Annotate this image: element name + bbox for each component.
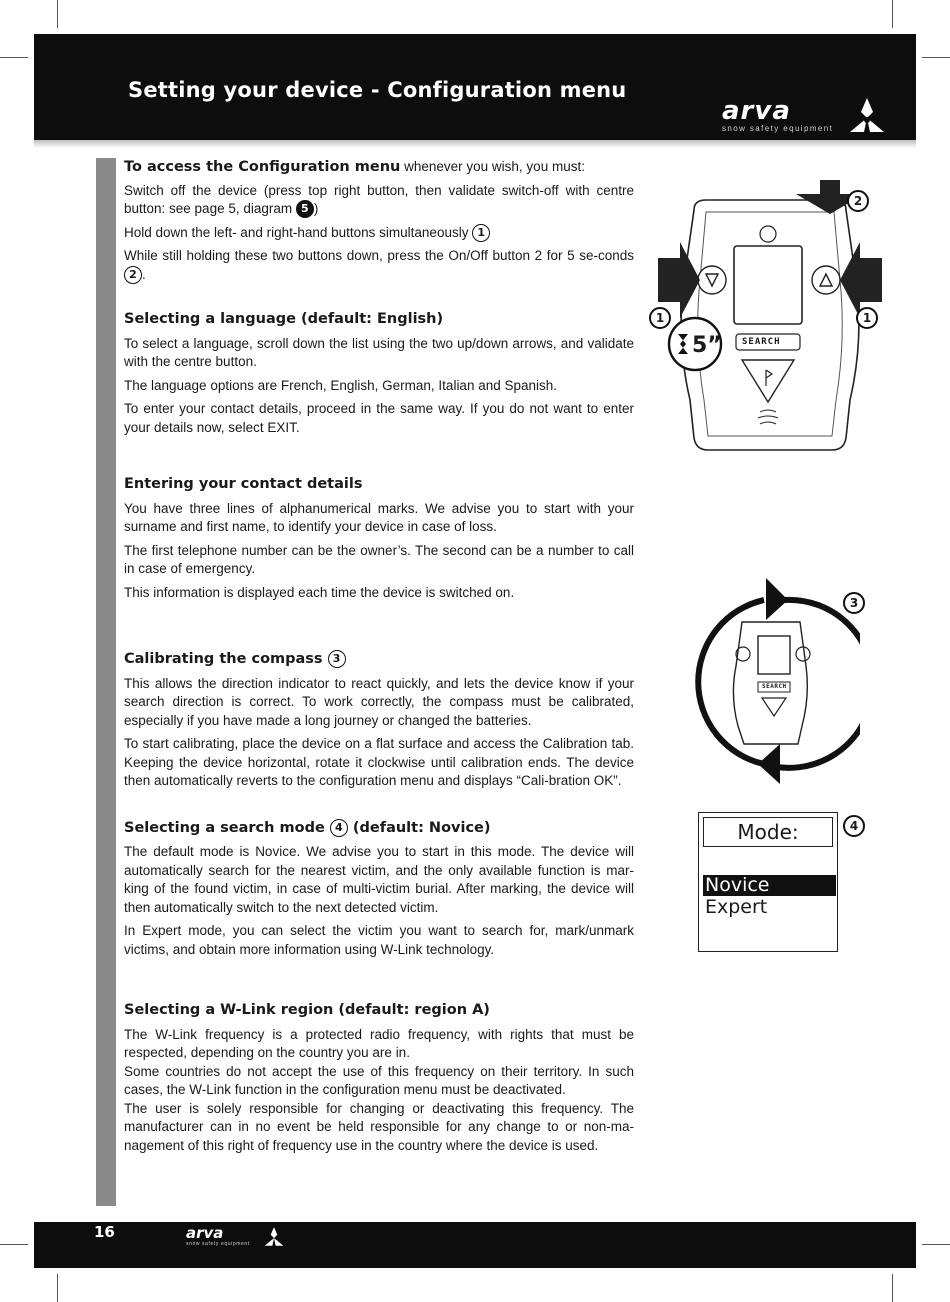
footer-brand-logo: arva <box>186 1224 224 1242</box>
crop-mark <box>922 1244 950 1245</box>
search-mode-paragraph: In Expert mode, you can select the victim you want to search for, mark/unmark victims, and obtain more information using W-Link technology. <box>124 923 634 957</box>
side-bar <box>96 158 116 1206</box>
step-number-badge: 2 <box>124 266 142 284</box>
section-title-language: Selecting a language (default: English) <box>124 311 444 327</box>
header-shadow <box>34 140 916 148</box>
device-search-label: SEARCH <box>742 337 781 347</box>
brand-tagline: snow safety equipment <box>722 124 834 133</box>
contact-paragraph: This information is displayed each time the device is switched on. <box>124 584 515 600</box>
compass-title-text: Calibrating the compass <box>124 651 328 667</box>
search-mode-paragraph: The default mode is Novice. We advise you to start in this mode. The device will automatically search for the nearest victim, and the only available function is mar-king of the found victim, in case of multi-victim burial. After marking, the device will then automatically switch to the next detected victim. <box>124 844 634 915</box>
mode-option-expert: Expert <box>705 896 768 918</box>
compass-paragraph: This allows the direction indicator to react quickly, and lets the device know if your search direction is correct. To work correctly, the compass must be calibrated, especially if you have made a long journey or changed the batteries. <box>124 675 634 728</box>
wlink-paragraph: Some countries do not accept the use of this frequency on their territory. In such cases, the W-Link function in the configuration menu must be deactivated. <box>124 1063 634 1097</box>
page-title: Setting your device - Configuration menu <box>128 78 627 102</box>
access-step-3: While still holding these two buttons down, press the On/Off button 2 for 5 se-conds <box>124 248 634 263</box>
section-title-wlink: Selecting a W-Link region (default: region A) <box>124 1002 490 1018</box>
diagram-ref-badge: 5 <box>296 200 314 218</box>
section-title-search-mode <box>124 819 634 838</box>
search-mode-title-text: Selecting a search mode <box>124 819 330 836</box>
page-footer <box>34 1222 916 1268</box>
contact-paragraph: You have three lines of alphanumerical marks. We advise you to start with your surname and first name, to identify your device in case of loss. <box>124 500 634 534</box>
language-paragraph: The language options are French, English, German, Italian and Spanish. <box>124 377 558 393</box>
compass-rotation-diagram <box>680 576 860 786</box>
crop-mark <box>0 1244 28 1245</box>
arva-emblem-icon <box>846 96 888 136</box>
page-number: 16 <box>94 1223 115 1241</box>
crop-mark <box>57 1274 58 1302</box>
main-content <box>124 158 634 1160</box>
footer-brand-tagline: snow safety equipment <box>186 1241 250 1247</box>
search-mode-title-default: (default: Novice) <box>347 819 491 836</box>
language-paragraph: To select a language, scroll down the list using the two up/down arrows, and validate with the centre button. <box>124 335 634 369</box>
step-number-badge: 4 <box>330 819 348 837</box>
crop-mark <box>0 57 28 58</box>
figure-label-badge: 1 <box>856 307 878 329</box>
device-search-label: SEARCH <box>762 683 787 690</box>
mode-screen-title: Mode: <box>703 817 833 847</box>
crop-mark <box>892 1274 893 1302</box>
arva-emblem-icon <box>262 1226 286 1248</box>
mode-screen <box>698 812 838 952</box>
figure-label-badge: 1 <box>649 307 671 329</box>
section-title-contact: Entering your contact details <box>124 476 363 492</box>
mode-option-novice: Novice <box>703 875 836 896</box>
language-paragraph: To enter your contact details, proceed in the same way. If you do not want to enter your details now, select EXIT. <box>124 401 634 435</box>
figure-label-badge: 2 <box>847 190 869 212</box>
step-number-badge: 3 <box>328 650 346 668</box>
figure-label-badge: 4 <box>843 815 865 837</box>
page-header <box>34 34 916 140</box>
contact-paragraph: The first telephone number can be the owner’s. The second can be a number to call in case of emergency. <box>124 542 634 576</box>
compass-paragraph: To start calibrating, place the device on a flat surface and access the Calibration tab. Keeping the device horizontal, rotate it clockwise until calibration ends. The device then automatically reverts to the configuration menu and displays “Cali-bration OK”. <box>124 736 634 788</box>
access-lead: To access the Configuration menu <box>124 159 401 175</box>
crop-mark <box>892 0 893 28</box>
access-step-2: Hold down the left- and right-hand buttons simultaneously <box>124 224 473 240</box>
section-title-compass <box>124 650 634 669</box>
figure-label-badge: 3 <box>843 592 865 614</box>
access-step-1-end: ) <box>313 201 319 216</box>
access-step-1: Switch off the device (press top right button, then validate switch-off with centre button: see page 5, diagram <box>124 182 634 216</box>
step-number-badge: 1 <box>472 224 490 242</box>
crop-mark <box>922 57 950 58</box>
wlink-paragraph: The user is solely responsible for changing or deactivating this frequency. The manufacturer can in no event be held responsible for any change to or non-ma-nagement of this right of frequency use in the country where the device is used. <box>124 1100 634 1153</box>
brand-logo: arva <box>722 96 791 126</box>
timer-label: 5” <box>692 333 722 358</box>
device-buttons-diagram <box>650 180 890 460</box>
crop-mark <box>57 0 58 28</box>
access-lead-rest: whenever you wish, you must: <box>400 159 585 174</box>
wlink-paragraph: The W-Link frequency is a protected radio frequency, with rights that must be respected, depending on the country you are in. <box>124 1026 634 1060</box>
access-step-3-end: . <box>142 266 146 282</box>
